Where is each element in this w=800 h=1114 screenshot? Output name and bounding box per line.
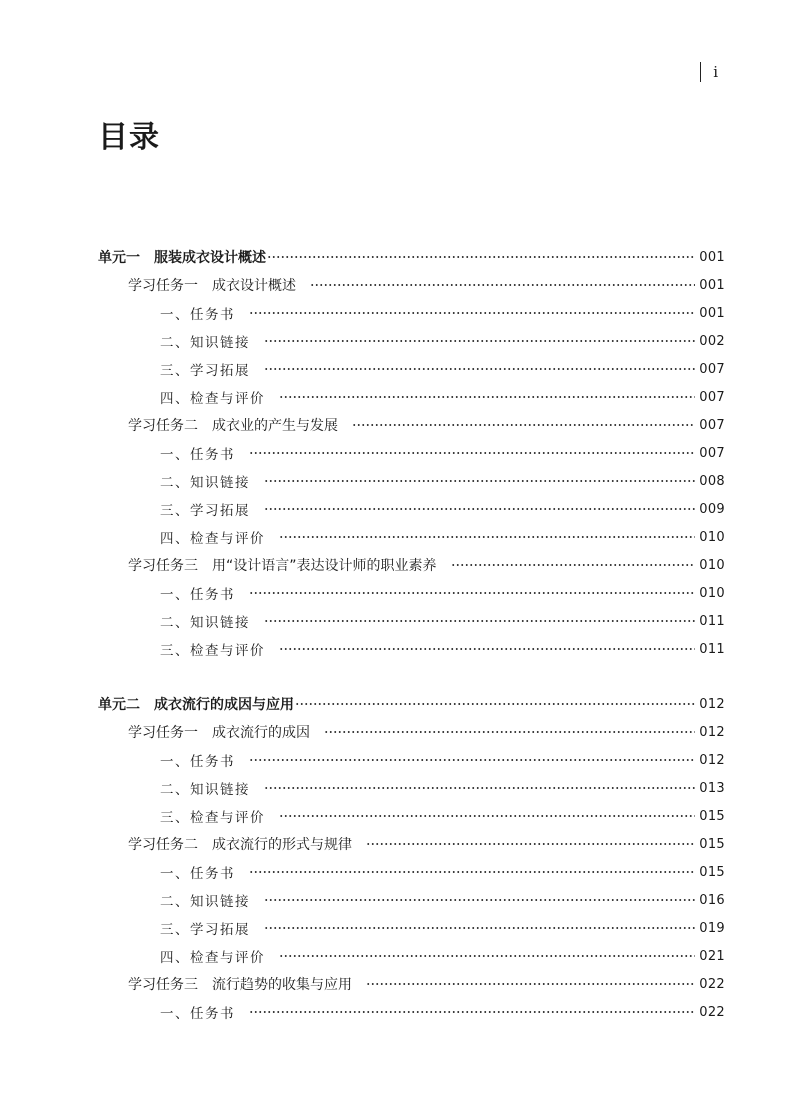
dot-leader (264, 899, 695, 901)
dot-leader (264, 620, 695, 622)
task-label: 学习任务三 流行趋势的收集与应用 (128, 977, 352, 993)
item-label: 四、检查与评价 (160, 531, 265, 547)
unit-label: 单元一 服装成衣设计概述 (98, 250, 266, 266)
unit-label: 单元二 成衣流行的成因与应用 (98, 697, 294, 713)
unit-page-number: 001 (699, 249, 725, 265)
task-page-number: 012 (699, 724, 725, 740)
item-label: 二、知识链接 (160, 615, 250, 631)
dot-leader (352, 424, 695, 426)
task-entry[interactable] (98, 718, 725, 746)
item-page-number: 007 (699, 389, 725, 405)
item-page-number: 015 (699, 864, 725, 880)
dot-leader (264, 368, 695, 370)
task-page-number: 022 (699, 976, 725, 992)
dot-leader (279, 536, 695, 538)
dot-leader (264, 480, 695, 482)
item-page-number: 021 (699, 948, 725, 964)
task-label: 学习任务三 用“设计语言”表达设计师的职业素养 (128, 558, 437, 574)
task-entry[interactable] (98, 551, 725, 579)
item-page-number: 010 (699, 585, 725, 601)
task-label: 学习任务二 成衣业的产生与发展 (128, 418, 338, 434)
item-label: 一、任务书 (160, 447, 235, 463)
item-entry[interactable] (98, 774, 725, 802)
dot-leader (310, 284, 695, 286)
item-page-number: 009 (699, 501, 725, 517)
item-entry[interactable] (98, 355, 725, 383)
item-page-number: 011 (699, 641, 725, 657)
item-page-number: 022 (699, 1004, 725, 1020)
dot-leader (264, 340, 695, 342)
item-page-number: 002 (699, 333, 725, 349)
task-page-number: 007 (699, 417, 725, 433)
item-entry[interactable] (98, 579, 725, 607)
item-entry[interactable] (98, 746, 725, 774)
item-label: 一、任务书 (160, 307, 235, 323)
item-entry[interactable] (98, 495, 725, 523)
item-entry[interactable] (98, 299, 725, 327)
toc-unit (98, 243, 725, 663)
item-label: 三、学习拓展 (160, 922, 250, 938)
item-entry[interactable] (98, 802, 725, 830)
item-page-number: 019 (699, 920, 725, 936)
item-page-number: 001 (699, 305, 725, 321)
unit-page-number: 012 (699, 696, 725, 712)
dot-leader (264, 927, 695, 929)
dot-leader (267, 256, 695, 258)
item-label: 一、任务书 (160, 1006, 235, 1022)
item-entry[interactable] (98, 998, 725, 1026)
item-label: 三、学习拓展 (160, 503, 250, 519)
dot-leader (279, 815, 695, 817)
dot-leader (279, 648, 695, 650)
toc-title: 目录 (98, 120, 160, 155)
dot-leader (249, 1011, 695, 1013)
dot-leader (366, 843, 695, 845)
item-label: 二、知识链接 (160, 475, 250, 491)
dot-leader (249, 452, 695, 454)
item-entry[interactable] (98, 886, 725, 914)
item-entry[interactable] (98, 439, 725, 467)
item-entry[interactable] (98, 635, 725, 663)
item-page-number: 013 (699, 780, 725, 796)
toc-unit (98, 690, 725, 1026)
page-marker (700, 62, 718, 82)
item-label: 一、任务书 (160, 866, 235, 882)
item-page-number: 011 (699, 613, 725, 629)
item-page-number: 007 (699, 445, 725, 461)
item-label: 三、学习拓展 (160, 363, 250, 379)
table-of-contents (98, 243, 725, 1026)
item-page-number: 012 (699, 752, 725, 768)
unit-entry[interactable] (98, 690, 725, 718)
item-entry[interactable] (98, 383, 725, 411)
dot-leader (249, 592, 695, 594)
item-label: 四、检查与评价 (160, 391, 265, 407)
page-number: i (713, 63, 718, 81)
item-page-number: 016 (699, 892, 725, 908)
dot-leader (366, 983, 695, 985)
item-label: 二、知识链接 (160, 894, 250, 910)
item-entry[interactable] (98, 327, 725, 355)
item-label: 一、任务书 (160, 587, 235, 603)
item-page-number: 010 (699, 529, 725, 545)
item-label: 二、知识链接 (160, 335, 250, 351)
task-label: 学习任务一 成衣设计概述 (128, 278, 296, 294)
item-page-number: 008 (699, 473, 725, 489)
unit-entry[interactable] (98, 243, 725, 271)
item-label: 三、检查与评价 (160, 643, 265, 659)
task-page-number: 010 (699, 557, 725, 573)
dot-leader (264, 787, 695, 789)
item-entry[interactable] (98, 858, 725, 886)
task-label: 学习任务一 成衣流行的成因 (128, 725, 310, 741)
item-entry[interactable] (98, 523, 725, 551)
task-entry[interactable] (98, 970, 725, 998)
item-entry[interactable] (98, 942, 725, 970)
item-label: 四、检查与评价 (160, 950, 265, 966)
dot-leader (279, 955, 695, 957)
page-marker-rule (700, 62, 702, 82)
item-label: 二、知识链接 (160, 782, 250, 798)
dot-leader (279, 396, 695, 398)
dot-leader (249, 312, 695, 314)
item-entry[interactable] (98, 607, 725, 635)
task-entry[interactable] (98, 411, 725, 439)
item-entry[interactable] (98, 914, 725, 942)
item-label: 一、任务书 (160, 754, 235, 770)
item-entry[interactable] (98, 467, 725, 495)
task-entry[interactable] (98, 830, 725, 858)
task-entry[interactable] (98, 271, 725, 299)
task-page-number: 015 (699, 836, 725, 852)
task-label: 学习任务二 成衣流行的形式与规律 (128, 837, 352, 853)
dot-leader (249, 759, 695, 761)
item-page-number: 007 (699, 361, 725, 377)
dot-leader (451, 564, 696, 566)
dot-leader (324, 731, 695, 733)
dot-leader (249, 871, 695, 873)
item-label: 三、检查与评价 (160, 810, 265, 826)
dot-leader (264, 508, 695, 510)
task-page-number: 001 (699, 277, 725, 293)
dot-leader (295, 703, 695, 705)
item-page-number: 015 (699, 808, 725, 824)
